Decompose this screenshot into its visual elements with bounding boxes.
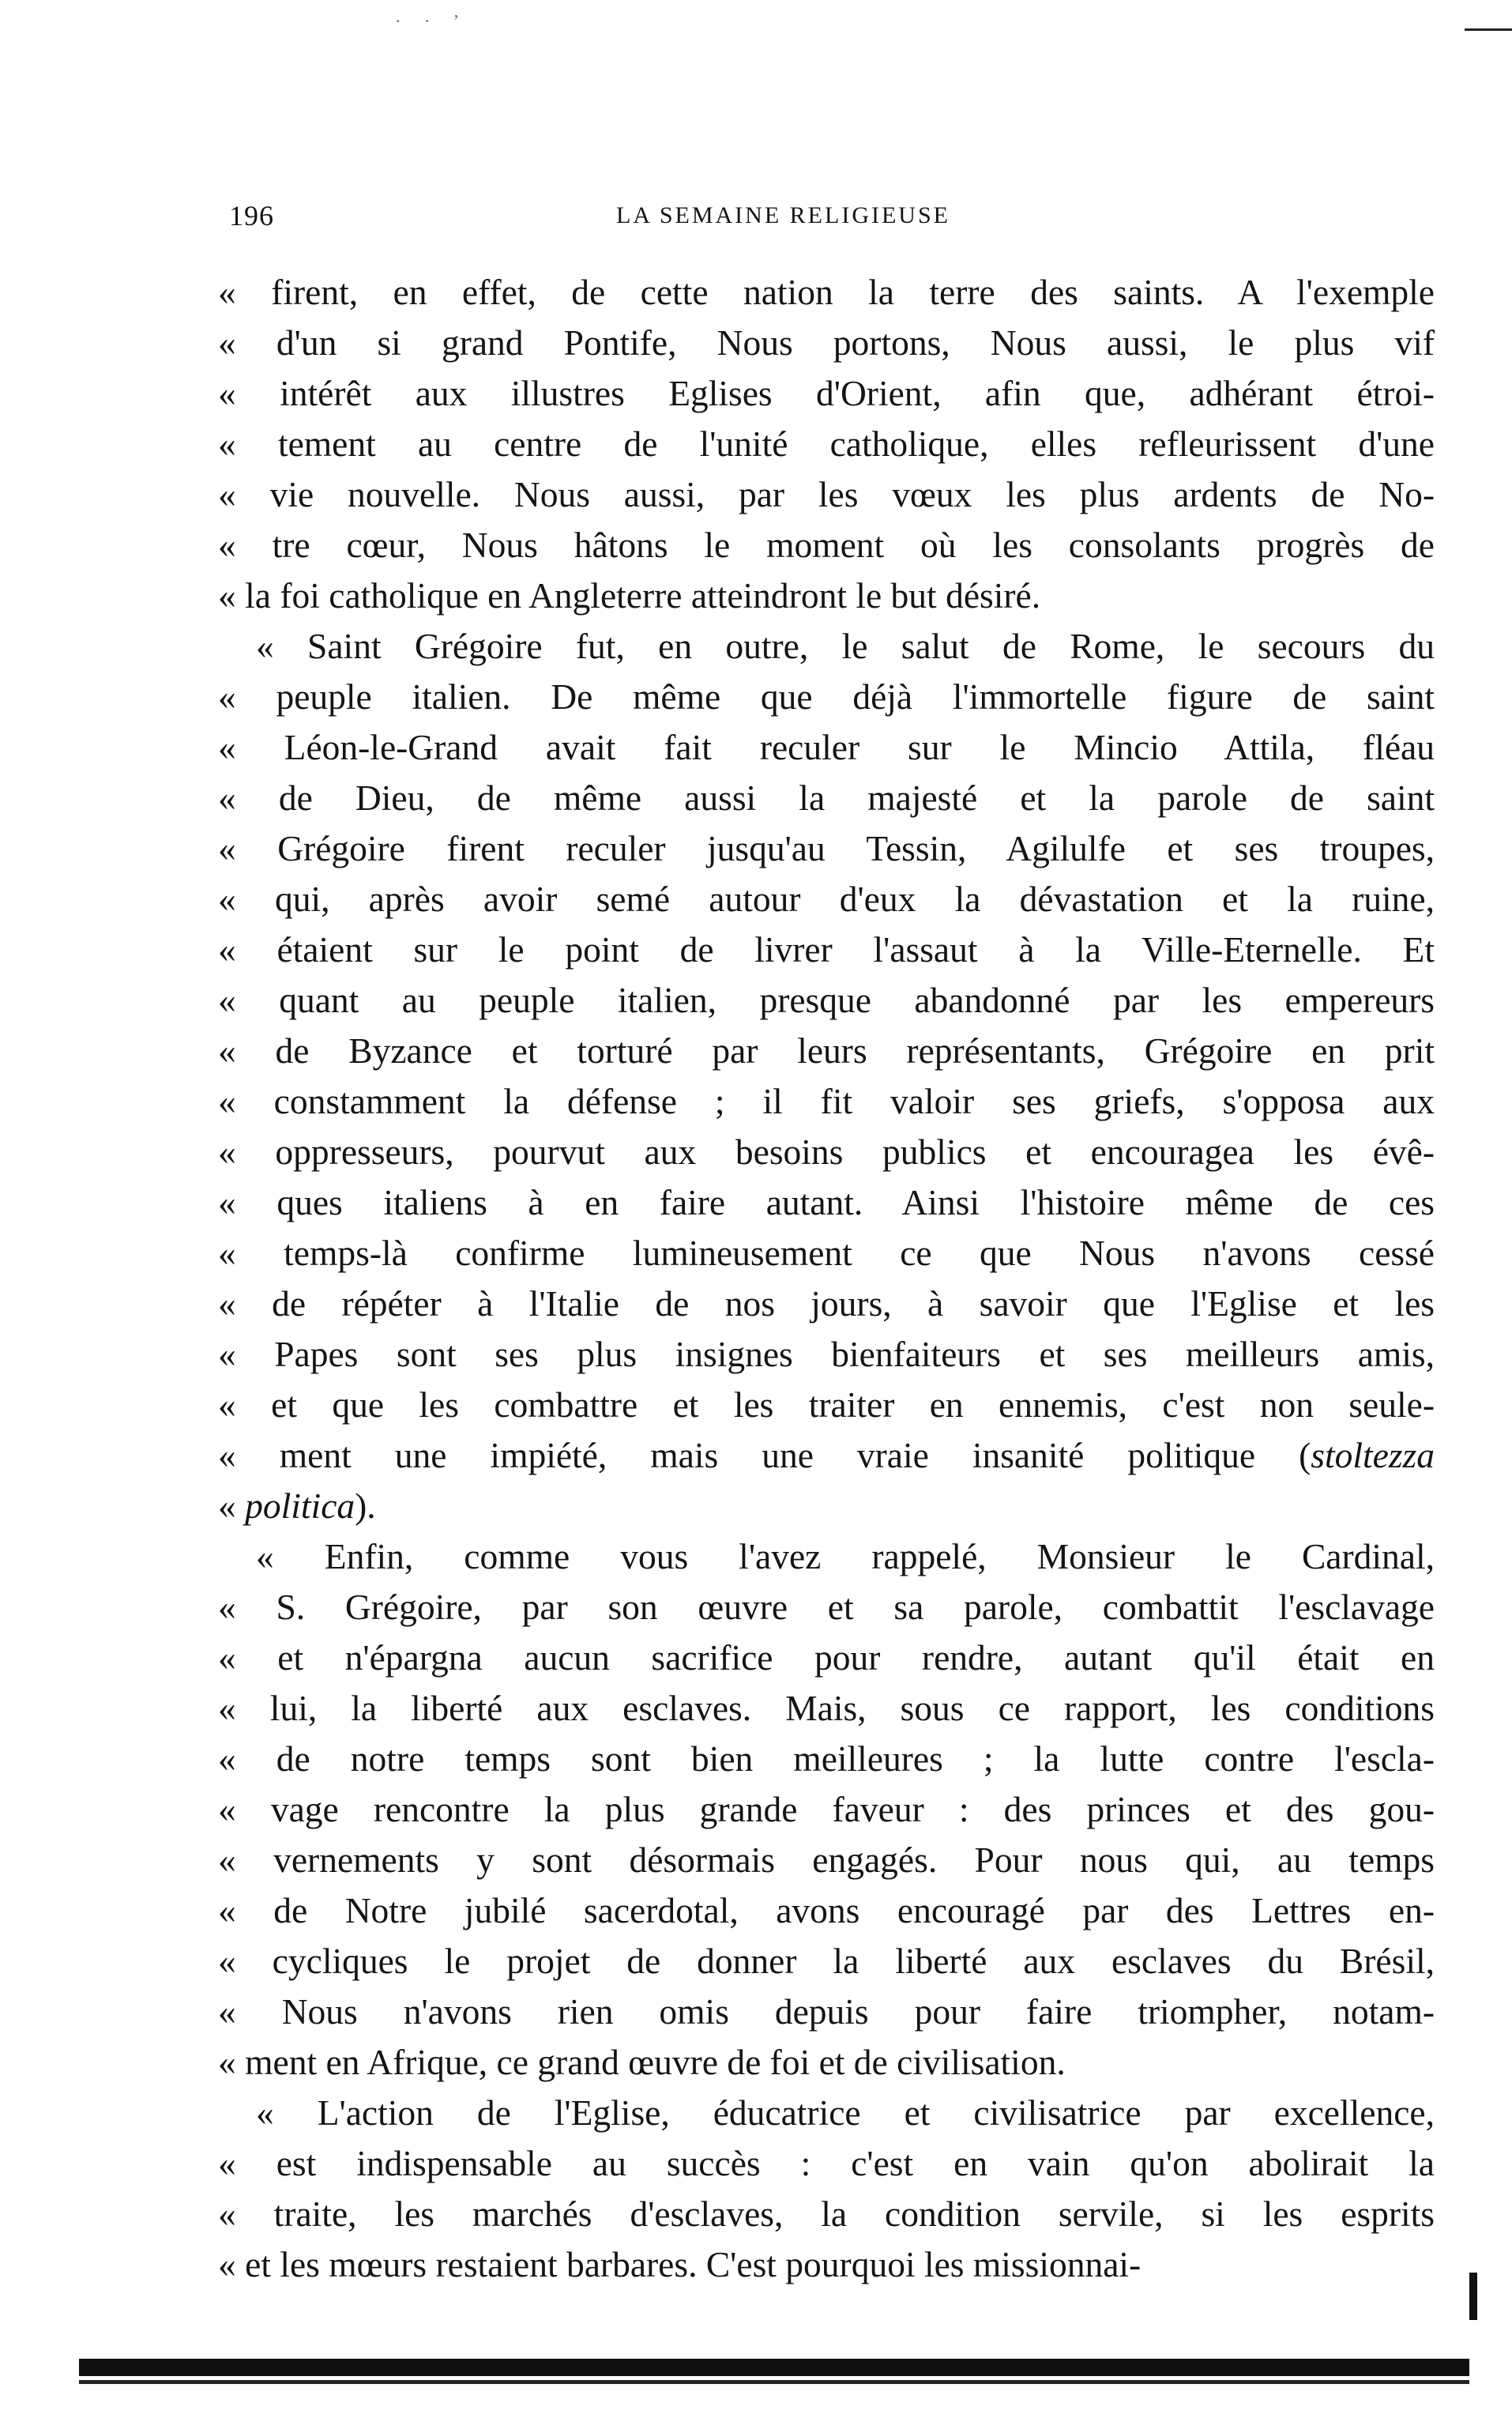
text-line: [218, 1582, 1435, 1633]
line-text: « ques italiens à en faire autant. Ainsi l'histoire même de ces: [218, 1182, 1435, 1222]
line-text: « d'un si grand Pontife, Nous portons, Nous aussi, le plus vif: [218, 322, 1435, 363]
text-line: [218, 1481, 1450, 1531]
text-line: [218, 469, 1435, 520]
line-text: « et que les combattre et les traiter en ennemis, c'est non seule-: [218, 1384, 1435, 1425]
line-text: « ment en Afrique, ce grand œuvre de foi et de civilisation.: [218, 2042, 1066, 2082]
line-text: « étaient sur le point de livrer l'assaut à la Ville-Eternelle. Et: [218, 929, 1435, 970]
running-title: LA SEMAINE RELIGIEUSE: [616, 202, 950, 228]
text-line: [218, 1076, 1435, 1127]
text-line: [218, 722, 1435, 773]
text-line: [218, 1835, 1435, 1885]
line-text: « constamment la défense ; il fit valoir ses griefs, s'opposa aux: [218, 1081, 1435, 1121]
line-text: « est indispensable au succès : c'est en vain qu'on abolirait la: [218, 2143, 1435, 2183]
text-line: [218, 672, 1435, 722]
text-line: [218, 1784, 1435, 1835]
bottom-rule-thin: [79, 2380, 1469, 2384]
line-text: « quant au peuple italien, presque abandonné par les empereurs: [218, 980, 1435, 1020]
line-text: « Papes sont ses plus insignes bienfaiteurs et ses meilleurs amis,: [218, 1334, 1435, 1374]
text-line: [218, 318, 1435, 368]
text-line: [218, 1885, 1435, 1936]
text-line: [218, 2189, 1435, 2239]
line-text: « Saint Grégoire fut, en outre, le salut de Rome, le secours du: [256, 626, 1435, 666]
text-line: [218, 1228, 1435, 1279]
bottom-rule: [79, 2359, 1469, 2376]
line-text: « Grégoire firent reculer jusqu'au Tessin, Agilulfe et ses troupes,: [218, 828, 1435, 868]
line-text: « Léon-le-Grand avait fait reculer sur le Mincio Attila, fléau: [218, 727, 1435, 767]
text-line: [218, 1177, 1435, 1228]
top-right-mark: [1465, 28, 1512, 31]
text-line: [218, 621, 1435, 672]
line-text: « firent, en effet, de cette nation la terre des saints. A l'exemple: [218, 272, 1435, 312]
line-text: « lui, la liberté aux esclaves. Mais, sous ce rapport, les conditions: [218, 1688, 1435, 1728]
line-text: « de notre temps sont bien meilleures ; la lutte contre l'escla-: [218, 1738, 1435, 1779]
text-line: [218, 1683, 1435, 1734]
line-text: « intérêt aux illustres Eglises d'Orient, afin que, adhérant étroi-: [218, 373, 1435, 413]
text-line: [218, 2088, 1435, 2138]
line-text: « Nous n'avons rien omis depuis pour faire triompher, notam-: [218, 1991, 1435, 2032]
text-line: [218, 267, 1435, 318]
text-line: [218, 874, 1435, 925]
line-text: « de Byzance et torturé par leurs représentants, Grégoire en prit: [218, 1030, 1435, 1071]
line-text: « S. Grégoire, par son œuvre et sa parole, combattit l'esclavage: [218, 1587, 1435, 1627]
line-text: « traite, les marchés d'esclaves, la condition servile, si les esprits: [218, 2194, 1435, 2234]
text-line: [218, 1026, 1435, 1076]
line-text: « et les mœurs restaient barbares. C'est pourquoi les missionnai-: [218, 2244, 1142, 2284]
line-text: « vernements y sont désormais engagés. Pour nous qui, au temps: [218, 1840, 1435, 1880]
line-text: « tre cœur, Nous hâtons le moment où les consolants progrès de: [218, 525, 1435, 565]
text-line: [218, 1633, 1435, 1683]
line-text: «: [218, 1486, 246, 1526]
page-header: [229, 199, 1051, 239]
text-line: [218, 1430, 1435, 1481]
line-text: « Enfin, comme vous l'avez rappelé, Monsieur le Cardinal,: [256, 1536, 1435, 1576]
line-text: « tement au centre de l'unité catholique, elles refleurissent d'une: [218, 424, 1435, 464]
text-line: [218, 1380, 1435, 1430]
line-text: « oppresseurs, pourvut aux besoins publics et encouragea les évê-: [218, 1132, 1435, 1172]
text-line: [218, 773, 1435, 823]
text-line: [218, 368, 1435, 419]
italic-text: politica: [245, 1486, 355, 1526]
text-line: [218, 1329, 1435, 1380]
italic-text: stoltezza: [1311, 1435, 1435, 1475]
line-text: « de Notre jubilé sacerdotal, avons encouragé par des Lettres en-: [218, 1890, 1435, 1930]
text-line: [218, 2239, 1450, 2290]
page-number: 196: [229, 200, 274, 232]
text-line: [218, 1531, 1435, 1582]
text-line: [218, 520, 1435, 571]
line-text: « cycliques le projet de donner la liberté aux esclaves du Brésil,: [218, 1941, 1435, 1981]
line-text: « peuple italien. De même que déjà l'immortelle figure de saint: [218, 676, 1435, 717]
line-text: « temps-là confirme lumineusement ce que Nous n'avons cessé: [218, 1233, 1435, 1273]
text-line: [218, 925, 1435, 975]
line-text: « la foi catholique en Angleterre atteindront le but désiré.: [218, 575, 1041, 616]
line-text: « vage rencontre la plus grande faveur : des princes et des gou-: [218, 1789, 1435, 1829]
line-text: « ment une impiété, mais une vraie insanité politique (: [218, 1435, 1311, 1475]
line-text: « vie nouvelle. Nous aussi, par les vœux les plus ardents de No-: [218, 474, 1435, 514]
line-text: « de répéter à l'Italie de nos jours, à savoir que l'Eglise et les: [218, 1283, 1435, 1324]
print-specks: · · ʼ: [395, 11, 468, 31]
text-line: [218, 1127, 1435, 1177]
text-line: [218, 1936, 1435, 1987]
text-line: [218, 1987, 1435, 2037]
line-text: « et n'épargna aucun sacrifice pour rendre, autant qu'il était en: [218, 1637, 1435, 1678]
text-line: [218, 2138, 1435, 2189]
line-tail: ).: [355, 1486, 376, 1526]
text-line: [218, 975, 1435, 1026]
text-line: [218, 823, 1435, 874]
text-line: [218, 571, 1450, 621]
line-text: « qui, après avoir semé autour d'eux la dévastation et la ruine,: [218, 879, 1435, 919]
text-line: [218, 2037, 1450, 2088]
text-line: [218, 1279, 1435, 1329]
line-text: « L'action de l'Eglise, éducatrice et civilisatrice par excellence,: [256, 2092, 1435, 2133]
text-line: [218, 1734, 1435, 1784]
text-line: [218, 419, 1435, 469]
body-text: [218, 267, 1450, 2290]
line-text: « de Dieu, de même aussi la majesté et la parole de saint: [218, 778, 1435, 818]
margin-mark: [1469, 2273, 1477, 2320]
